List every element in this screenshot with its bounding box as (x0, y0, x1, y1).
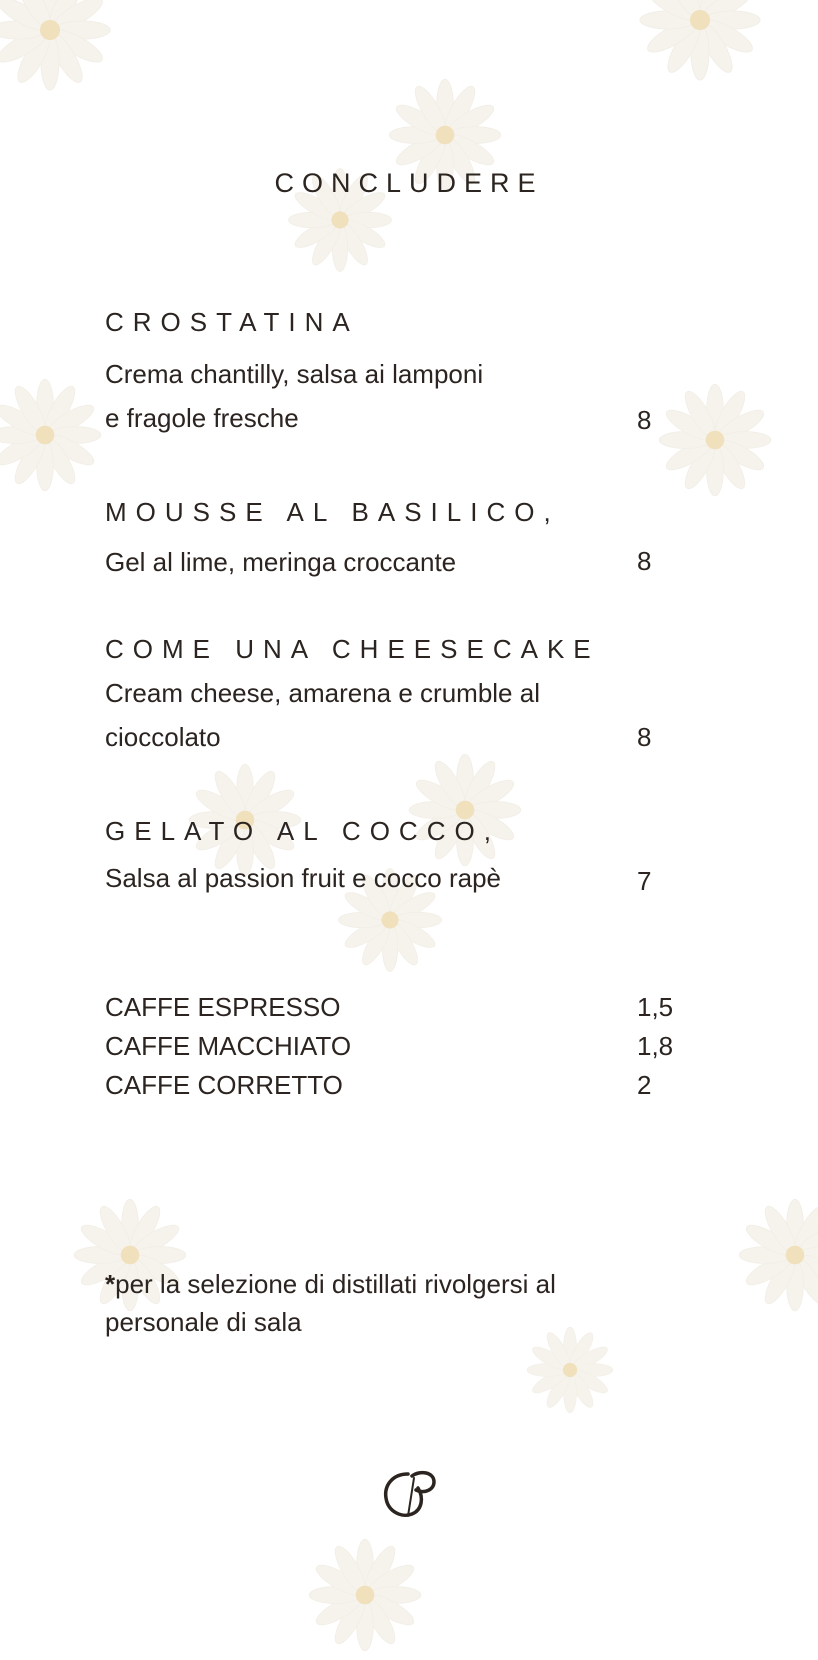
dish-price: 7 (637, 866, 652, 896)
daisy-icon (0, 0, 120, 100)
section-title: CONCLUDERE (274, 168, 544, 198)
drink-price: 2 (637, 1070, 652, 1100)
drink-price: 1,5 (637, 992, 674, 1022)
daisy-icon (630, 0, 770, 90)
footnote-marker: * (105, 1269, 116, 1299)
dish-description: Crema chantilly, salsa ai lamponi e fragole fresche (105, 359, 484, 433)
dish-name: COME UNA CHEESECAKE (105, 634, 600, 664)
drink-name: CAFFE MACCHIATO (105, 1031, 352, 1061)
dish-price: 8 (637, 546, 652, 576)
dish-price: 8 (637, 405, 652, 435)
dish-description: Salsa al passion fruit e cocco rapè (105, 863, 501, 893)
dish-description: Gel al lime, meringa croccante (105, 547, 457, 577)
daisy-icon (0, 370, 110, 500)
restaurant-logo-icon (378, 1466, 442, 1522)
drink-name: CAFFE CORRETTO (105, 1070, 343, 1100)
footnote-text: per la selezione di distillati rivolgersi al personale di sala (105, 1269, 556, 1337)
dish-price: 8 (637, 722, 652, 752)
dish-name: GELATO AL COCCO, (105, 816, 500, 846)
dish-name: CROSTATINA (105, 307, 359, 337)
daisy-icon (650, 375, 780, 505)
drink-name: CAFFE ESPRESSO (105, 992, 341, 1022)
daisy-icon (300, 1530, 430, 1660)
dish-name: MOUSSE AL BASILICO, (105, 497, 560, 527)
footnote (105, 1265, 665, 1341)
drink-price: 1,8 (637, 1031, 674, 1061)
dish-description: Cream cheese, amarena e crumble al cioccolato (105, 678, 540, 752)
daisy-icon (730, 1190, 818, 1320)
